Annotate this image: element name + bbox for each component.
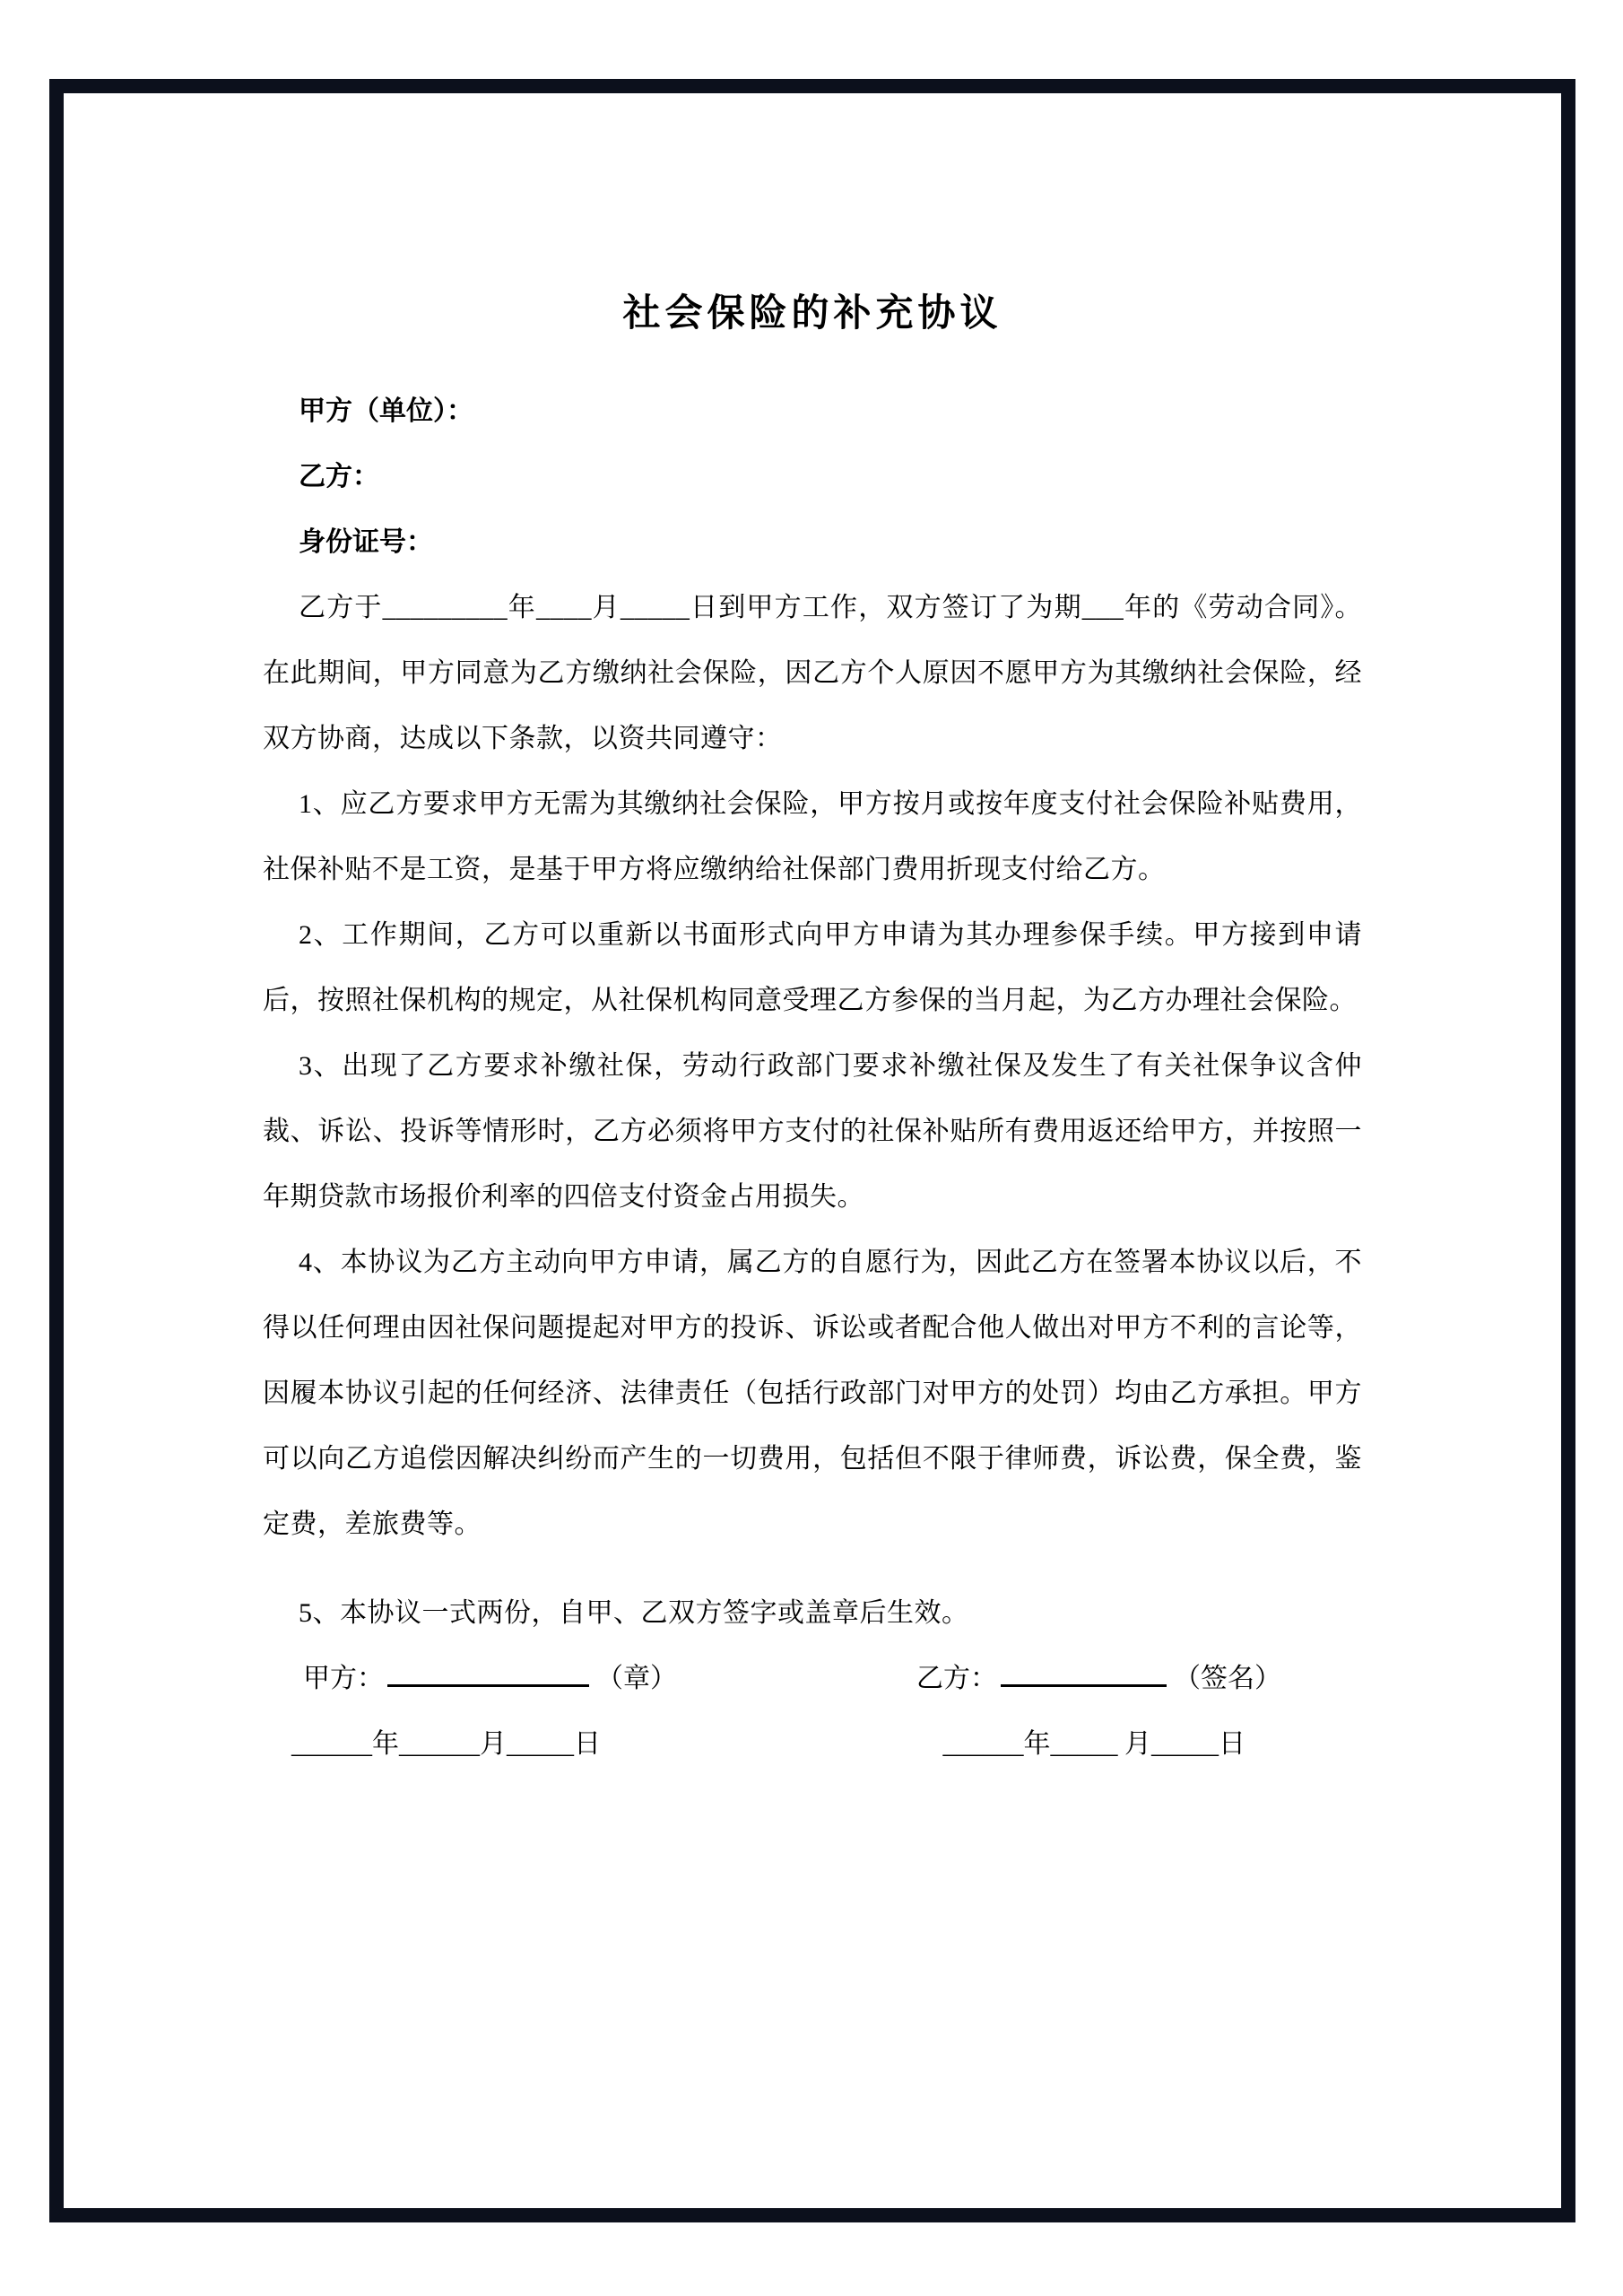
party-b-sign-label: （签名） xyxy=(1174,1664,1281,1693)
clause-5: 5、本协议一式两份，自甲、乙双方签字或盖章后生效。 xyxy=(299,1598,969,1628)
party-b-signature-line xyxy=(1001,1684,1167,1687)
intro-paragraph: 乙方于_________年____月_____日到甲方工作，双方签订了为期___年的《劳动合同》。在此期间，甲方同意为乙方缴纳社会保险，因乙方个人原因不愿甲方为其缴纳社会保险，经双方协商，达成以下条款，以资共同遵守： xyxy=(263,593,1362,753)
party-a-signature-line xyxy=(387,1684,589,1687)
party-a-seal-label: （章） xyxy=(596,1664,677,1693)
party-b-date: ______年_____ 月_____日 xyxy=(942,1729,1245,1759)
clause-1: 1、应乙方要求甲方无需为其缴纳社会保险，甲方按月或按年度支付社会保险补贴费用，社保补贴不是工资，是基于甲方将应缴纳给社保部门费用折现支付给乙方。 xyxy=(263,789,1362,884)
signature-row xyxy=(263,1646,1362,1711)
id-number-label: 身份证号： xyxy=(299,527,433,557)
party-b-label: 乙方： xyxy=(299,462,379,491)
document-title: 社会保险的补充协议 xyxy=(622,293,1002,335)
party-a-signature-label: 甲方： xyxy=(303,1664,384,1693)
party-a-signature-block xyxy=(303,1646,677,1711)
party-b-signature-block xyxy=(916,1646,1281,1711)
document-frame xyxy=(49,79,1575,2222)
party-a-label: 甲方（单位）： xyxy=(299,396,473,426)
clause-2: 2、工作期间，乙方可以重新以书面形式向甲方申请为其办理参保手续。甲方接到申请后，按照社保机构的规定，从社保机构同意受理乙方参保的当月起，为乙方办理社会保险。 xyxy=(263,920,1362,1015)
date-row xyxy=(263,1711,1362,1777)
clause-3: 3、出现了乙方要求补缴社保，劳动行政部门要求补缴社保及发生了有关社保争议含仲裁、诉讼、投诉等情形时，乙方必须将甲方支付的社保补贴所有费用返还给甲方，并按照一年期贷款市场报价利率的四倍支付资金占用损失。 xyxy=(263,1051,1362,1212)
document-page xyxy=(64,93,1561,2208)
party-a-date: ______年______月_____日 xyxy=(291,1729,601,1759)
clause-4: 4、本协议为乙方主动向甲方申请，属乙方的自愿行为，因此乙方在签署本协议以后，不得以任何理由因社保问题提起对甲方的投诉、诉讼或者配合他人做出对甲方不利的言论等，因履本协议引起的任何经济、法律责任（包括行政部门对甲方的处罚）均由乙方承担。甲方可以向乙方追偿因解决纠纷而产生的一切费用，包括但不限于律师费，诉讼费，保全费，鉴定费，差旅费等。 xyxy=(263,1248,1362,1539)
party-b-signature-label: 乙方： xyxy=(916,1664,997,1693)
